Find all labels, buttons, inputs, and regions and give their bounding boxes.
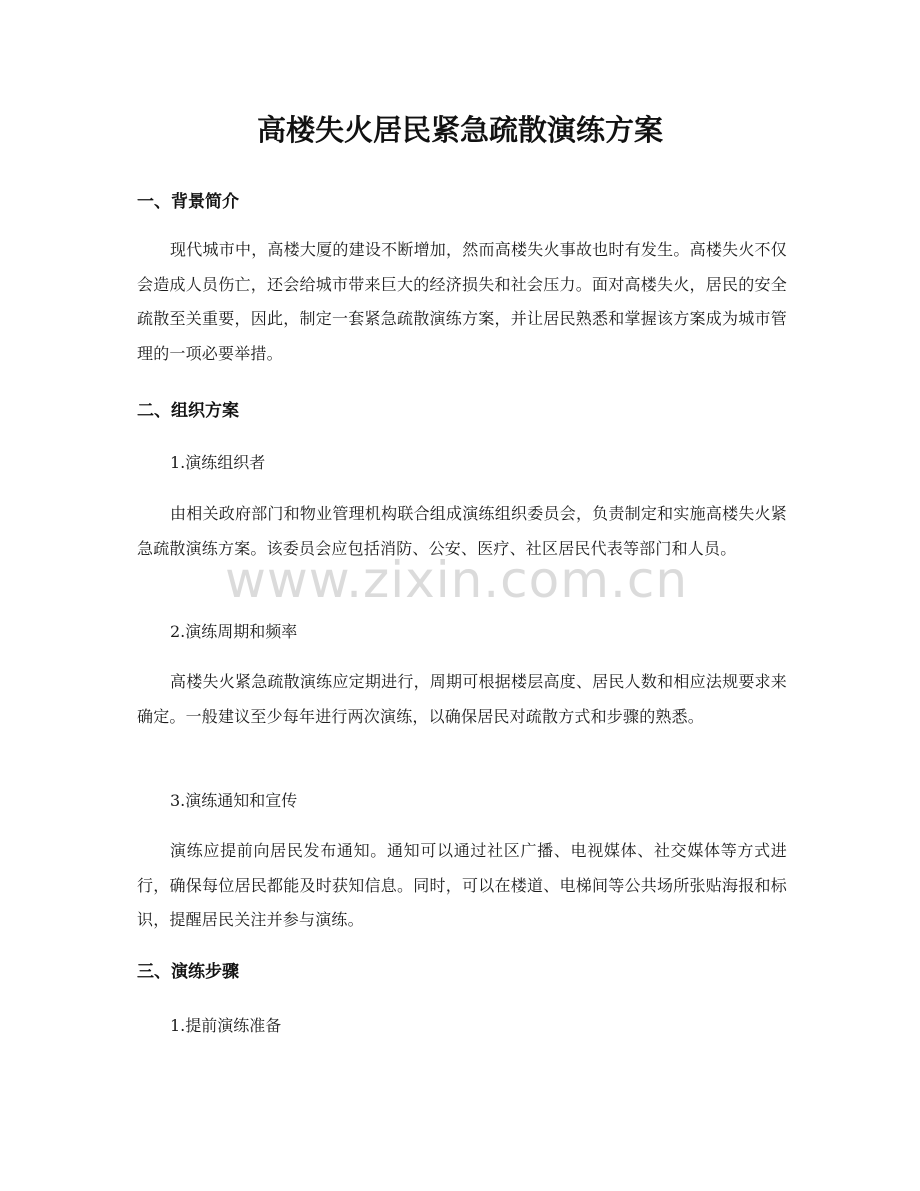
subheading-notice: 3.演练通知和宣传 xyxy=(170,791,298,810)
page-title: 高楼失火居民紧急疏散演练方案 xyxy=(256,113,663,147)
paragraph-background: 现代城市中，高楼大厦的建设不断增加，然而高楼失火事故也时有发生。高楼失火不仅会造成人员伤亡，还会给城市带来巨大的经济损失和社会压力。面对高楼失火，居民的安全疏散至关重要，因此，制定一套紧急疏散演练方案，并让居民熟悉和掌握该方案成为城市管理的一项必要举措。 xyxy=(137,240,787,363)
paragraph-notice: 演练应提前向居民发布通知。通知可以通过社区广播、电视媒体、社交媒体等方式进行，确保每位居民都能及时获知信息。同时，可以在楼道、电梯间等公共场所张贴海报和标识，提醒居民关注并参与演练。 xyxy=(137,841,787,929)
section-heading-organization: 二、组织方案 xyxy=(137,401,239,421)
section-heading-steps: 三、演练步骤 xyxy=(137,962,239,982)
subheading-preparation: 1.提前演练准备 xyxy=(170,1016,282,1035)
paragraph-organizer: 由相关政府部门和物业管理机构联合组成演练组织委员会，负责制定和实施高楼失火紧急疏散演练方案。该委员会应包括消防、公安、医疗、社区居民代表等部门和人员。 xyxy=(137,504,787,558)
section-heading-background: 一、背景简介 xyxy=(137,192,239,212)
watermark-text: www.zixin.com.cn xyxy=(225,551,689,609)
subheading-organizer: 1.演练组织者 xyxy=(170,453,266,472)
subheading-frequency: 2.演练周期和频率 xyxy=(170,622,298,641)
paragraph-frequency: 高楼失火紧急疏散演练应定期进行，周期可根据楼层高度、居民人数和相应法规要求来确定。一般建议至少每年进行两次演练，以确保居民对疏散方式和步骤的熟悉。 xyxy=(137,672,787,726)
